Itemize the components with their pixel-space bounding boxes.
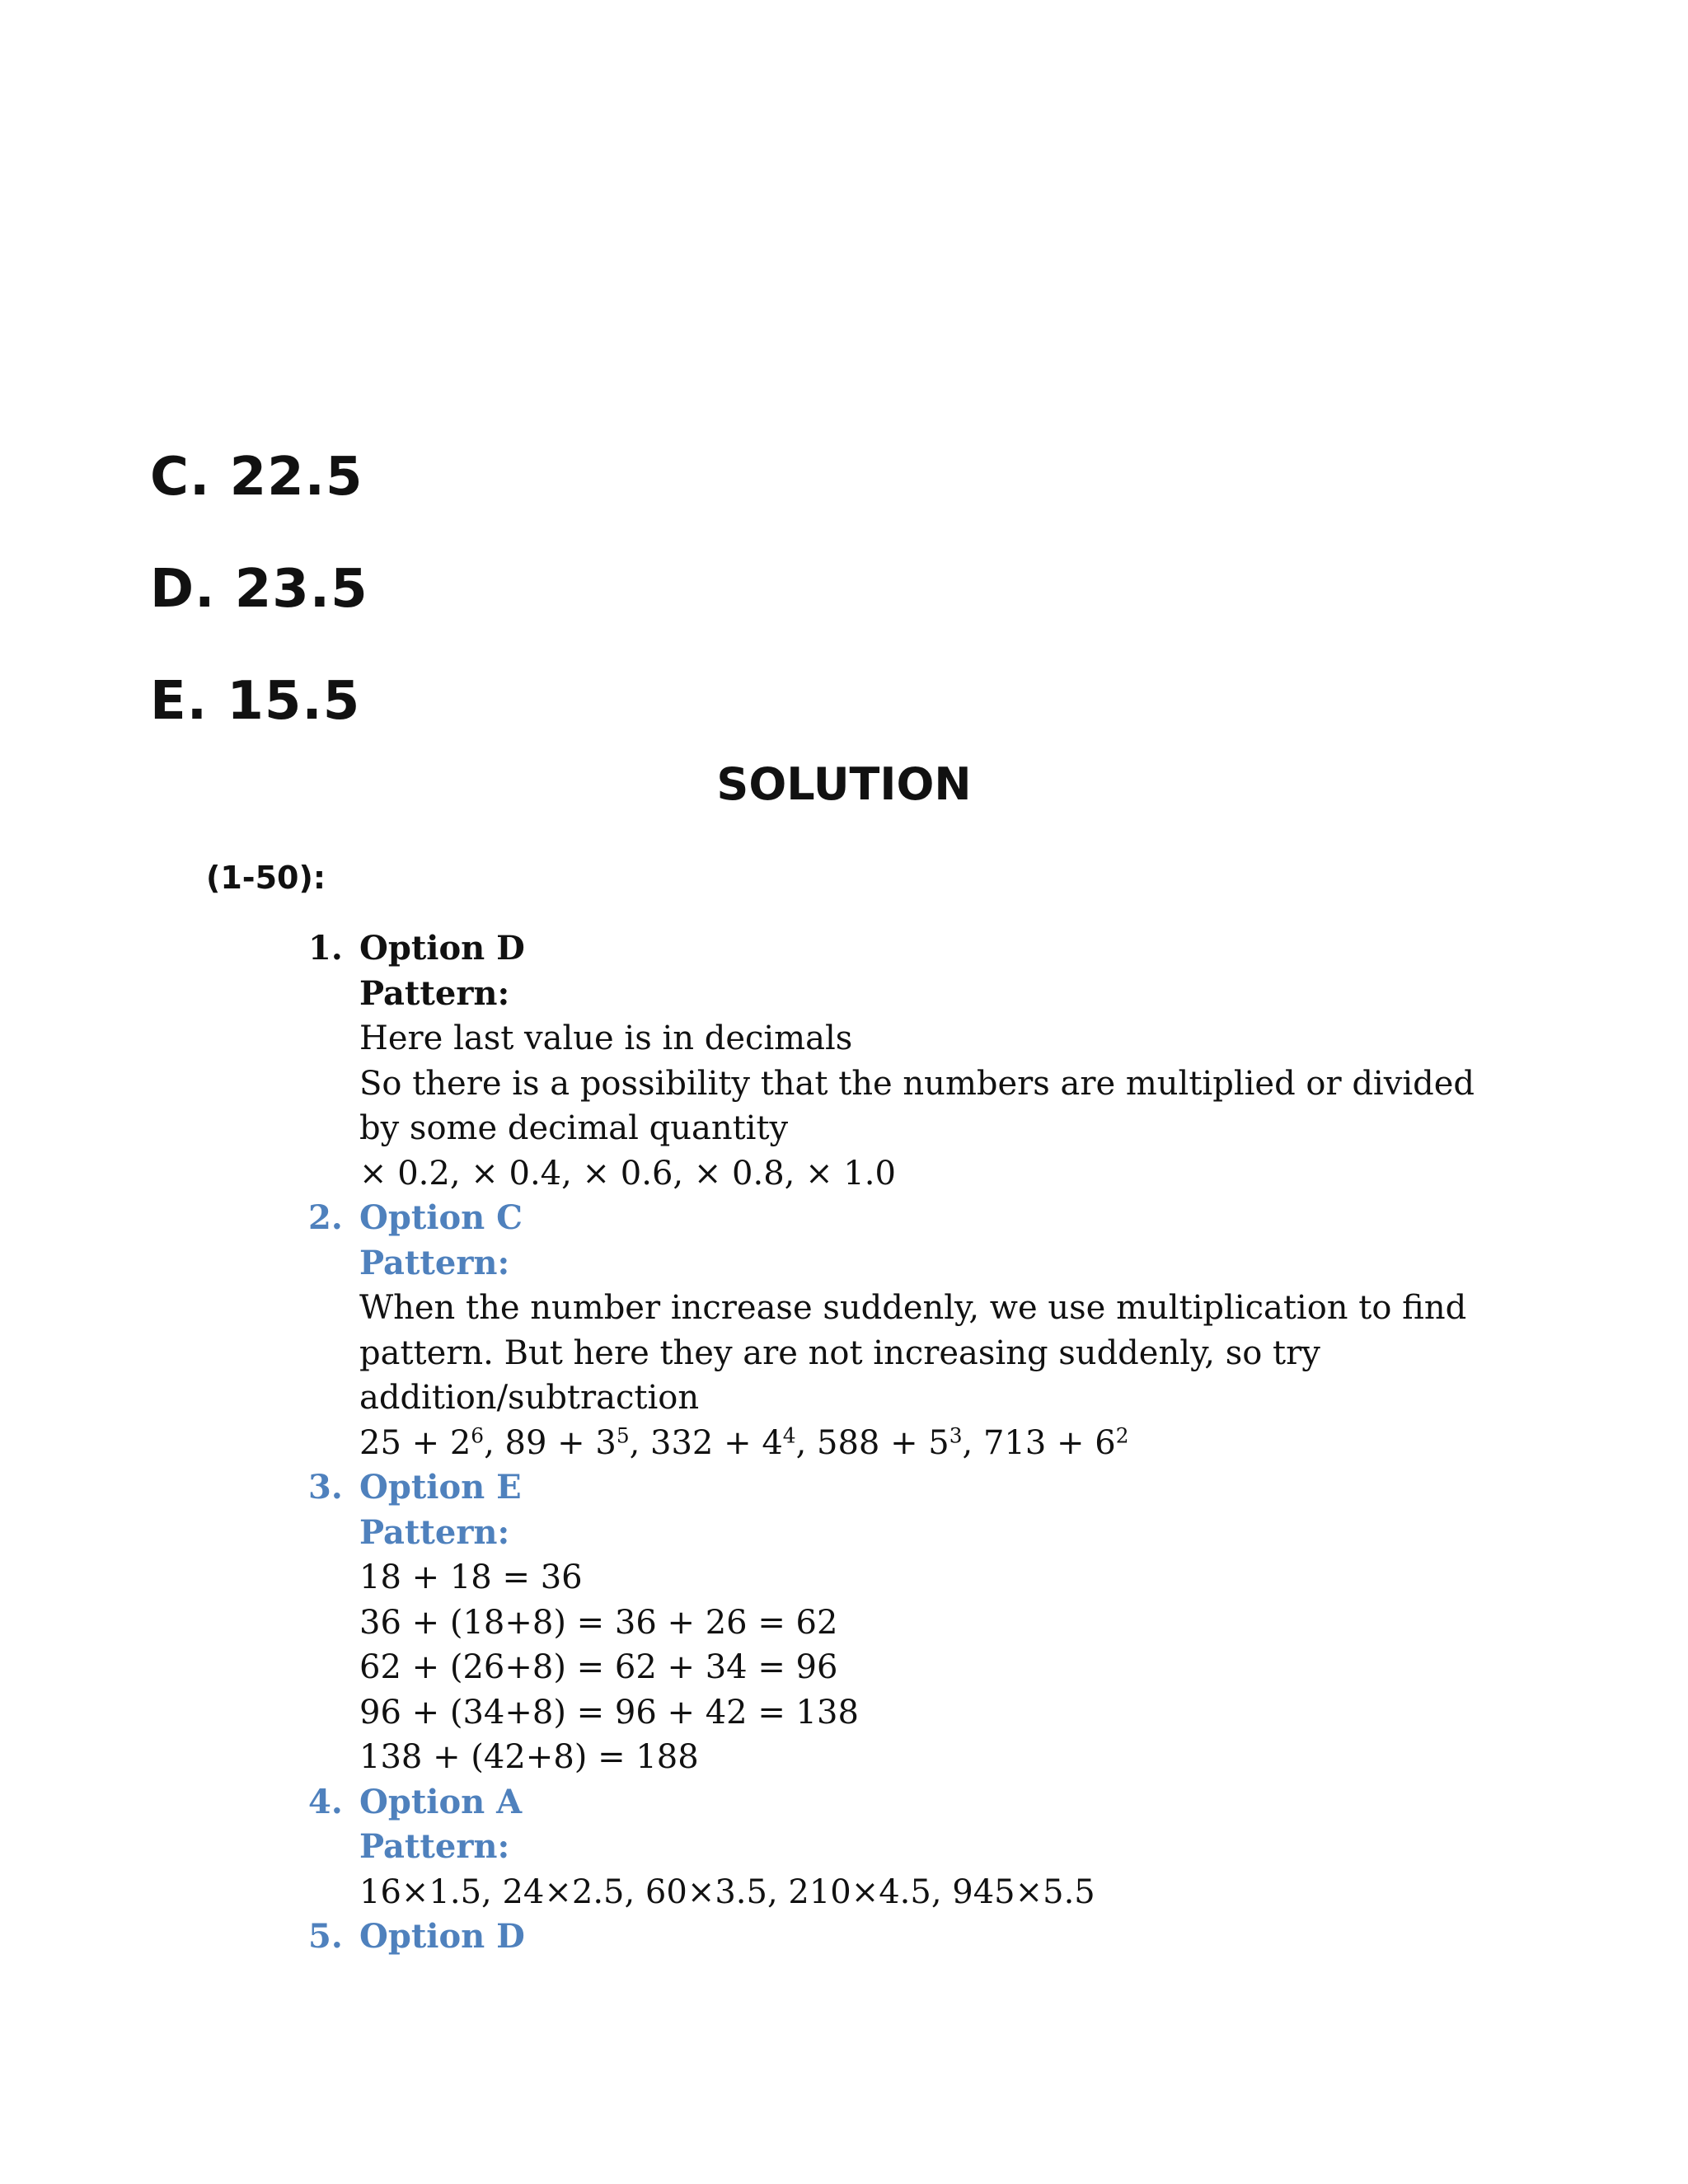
answer-option: Option C: [359, 1198, 523, 1237]
answer-option: Option D: [359, 929, 525, 968]
pattern-label: Pattern:: [359, 1827, 510, 1866]
answer-option: Option D: [359, 1917, 525, 1956]
answer-number: 2.: [308, 1198, 343, 1237]
answer-option: Option E: [359, 1468, 522, 1507]
power-exponent: 3: [949, 1422, 963, 1447]
explanation-line: 138 + (42+8) = 188: [359, 1738, 699, 1776]
explanation-line: So there is a possibility that the numbers are multiplied or divided: [359, 1064, 1475, 1103]
explanation-line: by some decimal quantity: [359, 1109, 789, 1147]
pattern-label: Pattern:: [359, 973, 510, 1013]
question-range-label: (1-50):: [206, 860, 326, 896]
power-term: 713 + 6: [982, 1423, 1116, 1462]
explanation-line: 16×1.5, 24×2.5, 60×3.5, 210×4.5, 945×5.5: [359, 1872, 1095, 1911]
answer-item-5: [308, 1915, 1512, 1960]
answer-option: Option A: [359, 1782, 523, 1821]
explanation-line: pattern. But here they are not increasing suddenly, so try: [359, 1333, 1320, 1372]
explanation-line: addition/subtraction: [359, 1379, 700, 1417]
explanation-line: × 0.2, × 0.4, × 0.6, × 0.8, × 1.0: [359, 1154, 896, 1193]
choice-d: D. 23.5: [150, 559, 368, 620]
answer-item-4: [308, 1780, 1512, 1915]
answer-item-2: [308, 1196, 1512, 1465]
power-sequence: $25 + 2^6$, $89 + 3^5$, $332 + 4^4$, $588 + 5^3$, $713 + 6^2$: [359, 1422, 1129, 1462]
explanation-line: 18 + 18 = 36: [359, 1558, 583, 1596]
pattern-label: Pattern:: [359, 1512, 510, 1552]
explanation-line: 96 + (34+8) = 96 + 42 = 138: [359, 1693, 859, 1732]
power-term: 588 + 5: [817, 1423, 950, 1462]
answer-number: 1.: [308, 929, 343, 968]
power-term: 89 + 3: [504, 1423, 617, 1462]
answer-number: 3.: [308, 1468, 343, 1507]
explanation-line: Here last value is in decimals: [359, 1019, 853, 1057]
answer-number: 5.: [308, 1917, 343, 1956]
answer-item-1: [308, 926, 1512, 1196]
power-term: 332 + 4: [650, 1423, 783, 1462]
answer-item-3: [308, 1465, 1512, 1780]
explanation-line: 36 + (18+8) = 36 + 26 = 62: [359, 1603, 838, 1642]
explanation-line: When the number increase suddenly, we use multiplication to find: [359, 1289, 1467, 1327]
choice-c: C. 22.5: [150, 447, 363, 508]
choice-e: E. 15.5: [150, 671, 361, 732]
answer-list: [308, 926, 1512, 1960]
power-exponent: 5: [616, 1422, 630, 1447]
power-exponent: 4: [782, 1422, 796, 1447]
power-exponent: 6: [471, 1422, 485, 1447]
power-exponent: 2: [1115, 1422, 1129, 1447]
power-term: 25 + 2: [359, 1423, 471, 1462]
pattern-label: Pattern:: [359, 1243, 510, 1282]
answer-number: 4.: [308, 1782, 343, 1821]
solution-heading: SOLUTION: [716, 758, 972, 810]
explanation-line: 62 + (26+8) = 62 + 34 = 96: [359, 1648, 838, 1686]
